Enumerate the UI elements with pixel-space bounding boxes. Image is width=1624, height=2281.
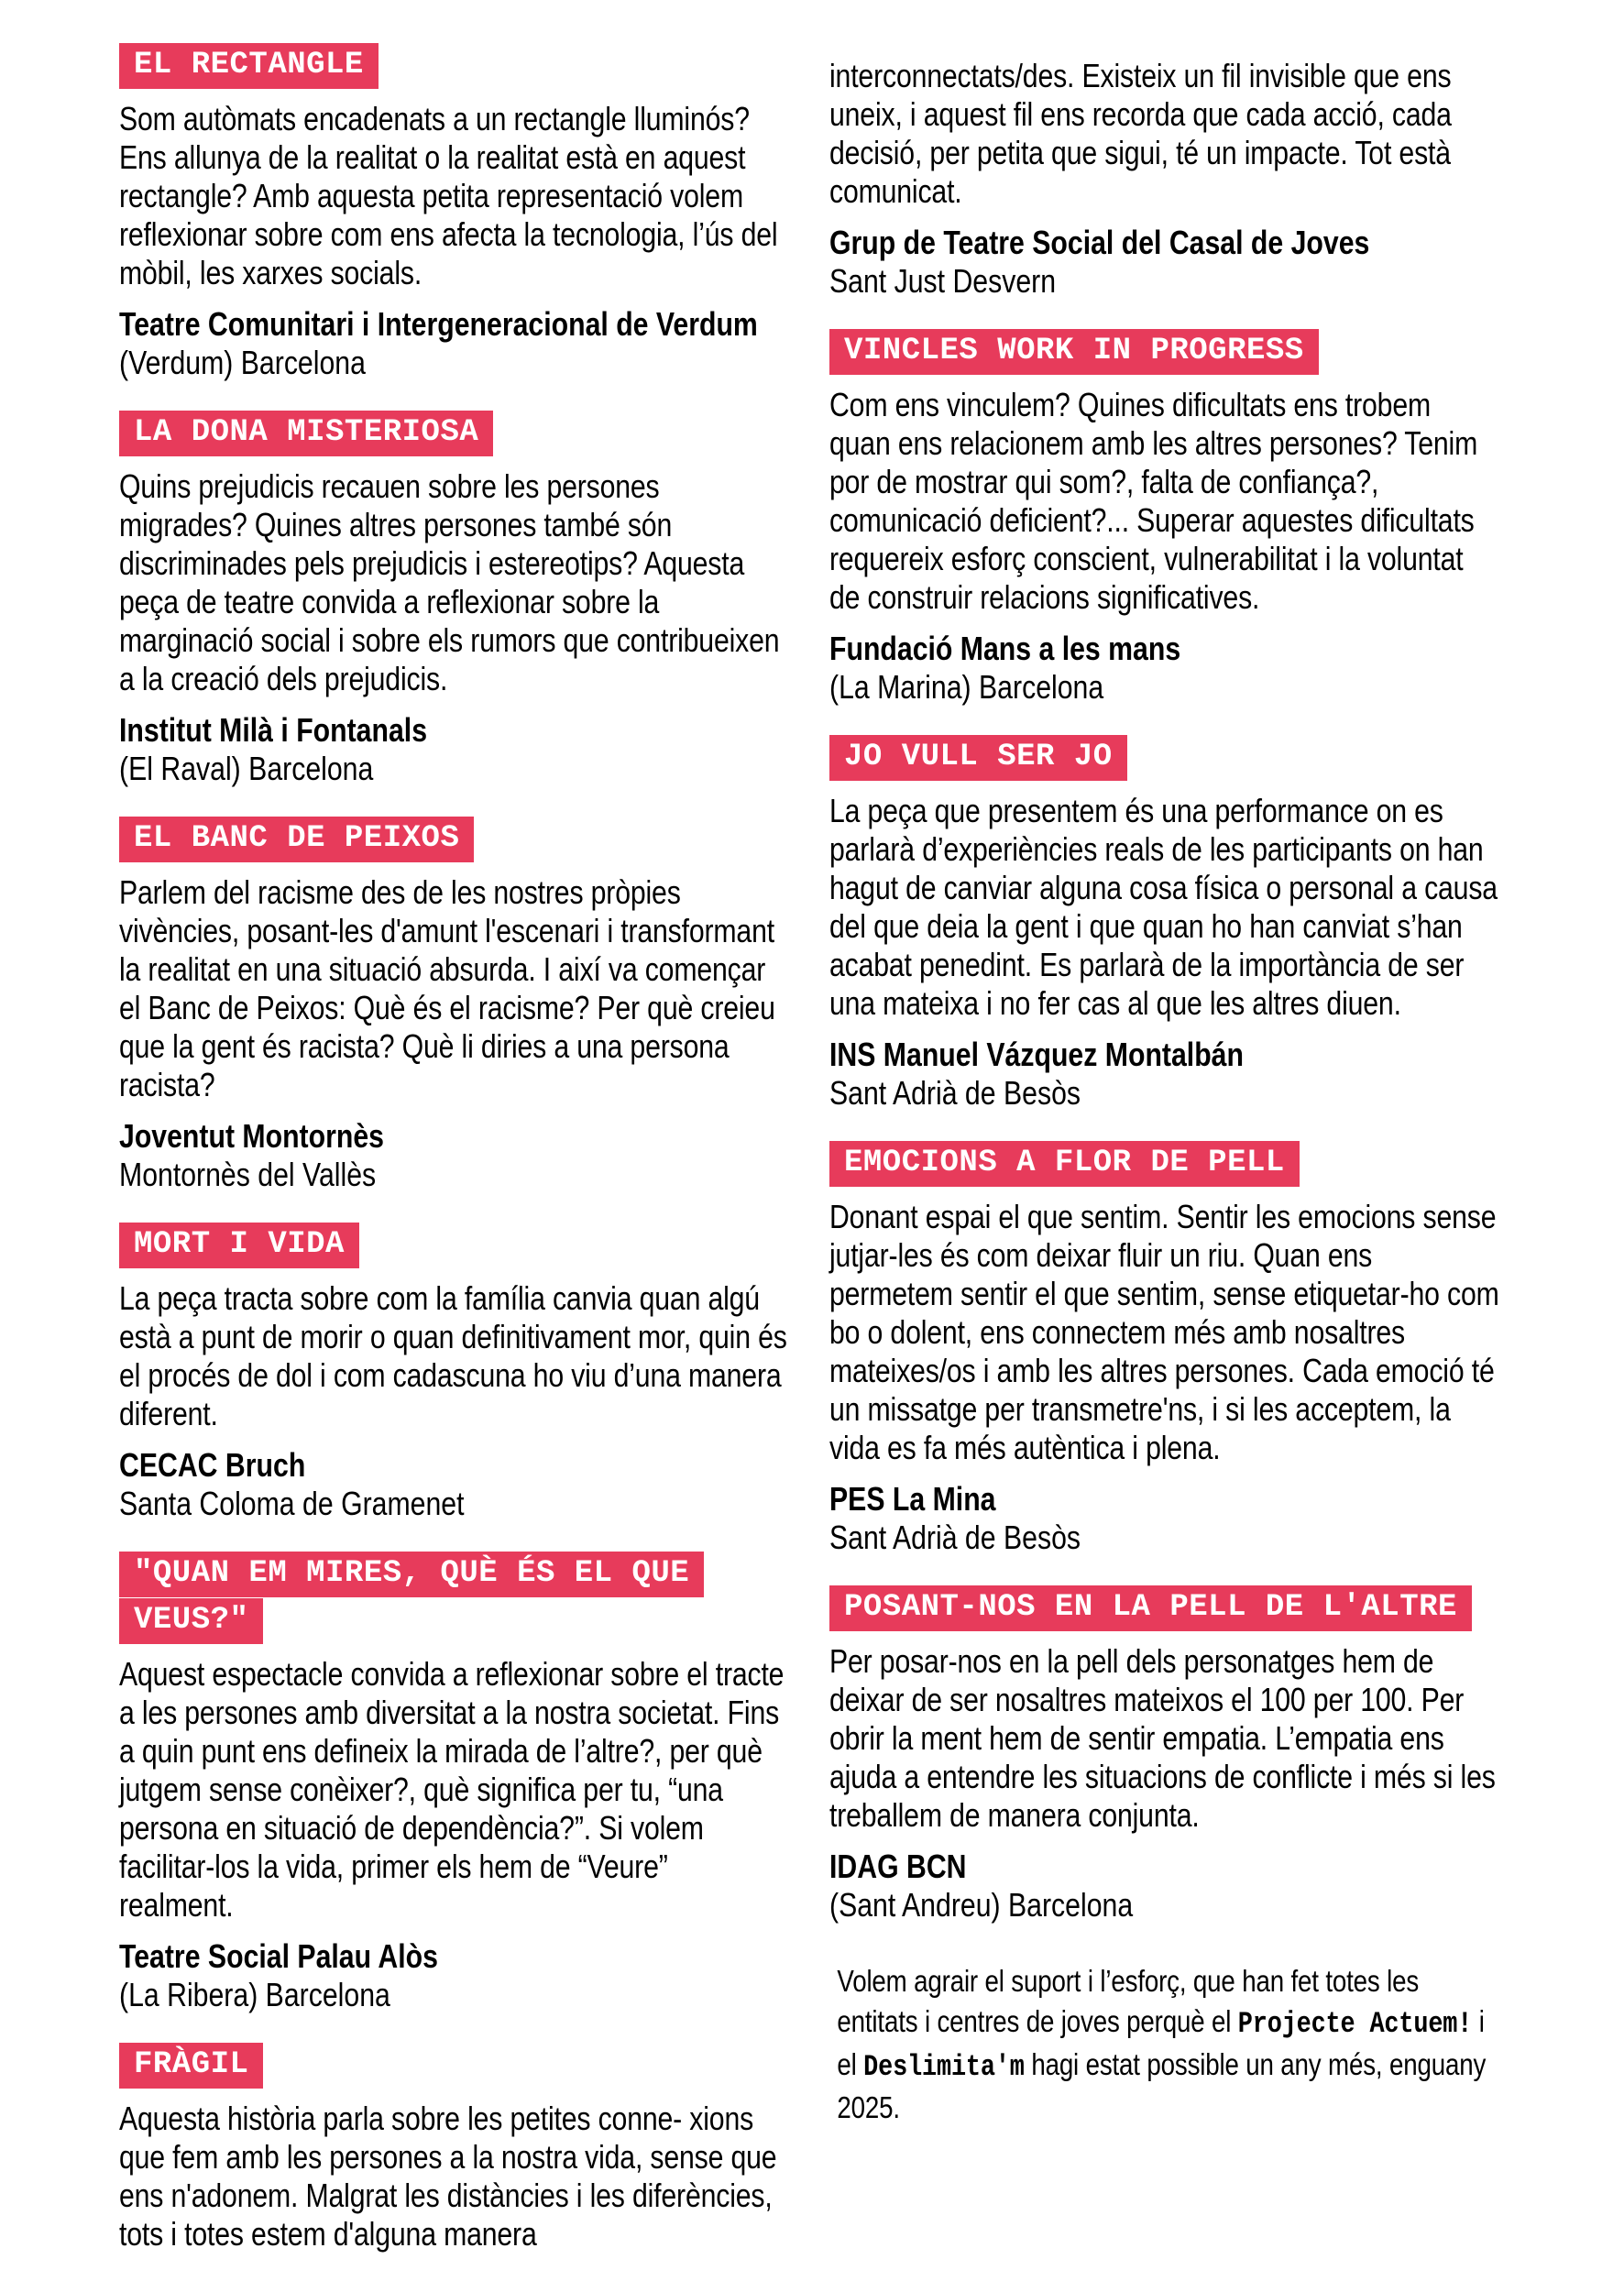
section-organization: Joventut Montornès	[119, 1117, 384, 1155]
section-el-banc-de-peixos	[119, 816, 788, 1194]
section-title-text: MORT I VIDA	[119, 1223, 359, 1268]
section-title	[119, 410, 788, 456]
section-location: (La Ribera) Barcelona	[119, 1976, 390, 2013]
section-quan-em-mires	[119, 1551, 788, 2014]
section-organization: Teatre Social Palau Alòs	[119, 1937, 438, 1975]
section-location: Montornès del Vallès	[119, 1156, 377, 1193]
section-title-text: EL RECTANGLE	[119, 43, 379, 89]
section-title-text: VINCLES WORK IN PROGRESS	[829, 329, 1319, 375]
section-title	[119, 2042, 788, 2089]
section-jo-vull-ser-jo	[829, 734, 1503, 1113]
section-organization: Fundació Mans a les mans	[829, 630, 1181, 667]
section-body: Donant espai el que sentim. Sentir les emocions sense jutjar-les és com deixar fluir un riu. Quan ens permetem sentir el que sentim, sense etiquetar-ho com bo o dolent, ens connectem més amb nosaltres mateixes/os i amb les altres persones. Cada emoció té un missatge per transmetre'ns, i si les acceptem, la vida es fa més autèntica i plena.	[829, 1198, 1499, 1466]
section-vincles-work-in-progress	[829, 328, 1503, 707]
section-organization: IDAG BCN	[829, 1848, 967, 1885]
section-body: Quins prejudicis recauen sobre les persones migrades? Quines altres persones també són discriminades pels prejudicis i estereotips? Aquesta peça de teatre convida a reflexionar sobre la marginació social i sobre els rumors que contribueixen a la creació dels prejudicis.	[119, 467, 780, 697]
section-title-text: POSANT-NOS EN LA PELL DE L'ALTRE	[829, 1585, 1472, 1631]
section-title	[119, 816, 788, 862]
acknowledgment-text: hagi estat possible un any més, enguany 2025.	[837, 2047, 1487, 2124]
section-title	[119, 42, 788, 89]
section-location: Sant Adrià de Besòs	[829, 1519, 1081, 1556]
section-body: Aquest espectacle convida a reflexionar sobre el tracte a les persones amb diversitat a la nostra societat. Fins a quin punt ens defineix la mirada de l’altre?, per què jutgem sense conèixer?, què significa per tu, “una persona en situació de dependència?”. Si volem facilitar-los la vida, primer els hem de “Veure” realment.	[119, 1655, 785, 1924]
section-location: (La Marina) Barcelona	[829, 668, 1104, 706]
section-location: Sant Adrià de Besòs	[829, 1074, 1081, 1112]
section-el-rectangle	[119, 42, 788, 382]
section-location: Santa Coloma de Gramenet	[119, 1485, 465, 1522]
section-organization: CECAC Bruch	[119, 1446, 306, 1484]
section-mort-i-vida	[119, 1222, 788, 1523]
section-body: Som autòmats encadenats a un rectangle lluminós? Ens allunya de la realitat o la realitat està en aquest rectangle? Amb aquesta petita representació volem reflexionar sobre com ens afecta la tecnologia, l’ús del mòbil, les xarxes socials.	[119, 100, 778, 291]
section-location: (Verdum) Barcelona	[119, 344, 366, 381]
section-body: Com ens vinculem? Quines dificultats ens trobem quan ens relacionem amb les altres persones? Tenim por de mostrar qui som?, falta de confiança?, comunicació deficient?... Superar aquestes dificultats requereix esforç conscient, vulnerabilitat i la voluntat de construir relacions significatives.	[829, 386, 1478, 616]
section-emocions-a-flor-de-pell	[829, 1140, 1503, 1557]
section-title-text: EMOCIONS A FLOR DE PELL	[829, 1141, 1300, 1187]
section-title-text: EL BANC DE PEIXOS	[119, 817, 474, 862]
section-body: Aquesta història parla sobre les petites conne- xions que fem amb les persones a la nostra vida, sense que ens n'adonem. Malgrat les distàncies i les diferències, tots i totes estem d'alguna manera	[119, 2100, 777, 2253]
section-title	[829, 734, 1503, 781]
section-fragil	[119, 2042, 788, 2254]
section-title-text: "QUAN EM MIRES, QUÈ ÉS EL QUE VEUS?"	[119, 1552, 704, 1644]
section-organization: Institut Milà i Fontanals	[119, 711, 428, 749]
section-title-text: JO VULL SER JO	[829, 735, 1127, 781]
section-location: (El Raval) Barcelona	[119, 750, 374, 787]
section-body: Per posar-nos en la pell dels personatges hem de deixar de ser nosaltres mateixos el 100 per 100. Per obrir la ment hem de sentir empatia. L’empatia ens ajuda a entendre les situacions de conflicte i més si les treballem de manera conjunta.	[829, 1642, 1496, 1834]
section-body: interconnectats/des. Existeix un fil invisible que ens uneix, i aquest fil ens recorda que cada acció, cada decisió, per petita que sigui, té un impacte. Tot està comunicat.	[829, 57, 1452, 210]
acknowledgment-deslimitam: Deslimita'm	[863, 2050, 1025, 2084]
section-title	[119, 1222, 788, 1268]
section-posant-nos-en-la-pell	[829, 1585, 1503, 1925]
section-body: Parlem del racisme des de les nostres pròpies vivències, posant-les d'amunt l'escenari i transformant la realitat en una situació absurda. I així va començar el Banc de Peixos: Què és el racisme? Per què creieu que la gent és racista? Què li diries a una persona racista?	[119, 873, 775, 1103]
right-column	[829, 42, 1503, 2281]
section-title	[829, 328, 1503, 375]
acknowledgment-project-actuem: Projecte Actuem!	[1237, 2007, 1473, 2041]
section-location: Sant Just Desvern	[829, 262, 1057, 300]
section-organization: Grup de Teatre Social del Casal de Joves	[829, 224, 1370, 261]
section-title-text: LA DONA MISTERIOSA	[119, 411, 493, 456]
section-title	[119, 1551, 788, 1644]
acknowledgment-text: i el	[837, 2004, 1485, 2081]
acknowledgment	[829, 1961, 1499, 2128]
section-body: La peça tracta sobre com la família canvia quan algú està a punt de morir o quan definitivament mor, quin és el procés de dol i com cadascuna ho viu d’una manera diferent.	[119, 1279, 787, 1432]
section-organization: INS Manuel Vázquez Montalbán	[829, 1036, 1244, 1073]
section-la-dona-misteriosa	[119, 410, 788, 788]
section-location: (Sant Andreu) Barcelona	[829, 1886, 1134, 1924]
left-column	[119, 42, 788, 2281]
section-organization: Teatre Comunitari i Intergeneracional de Verdum	[119, 305, 758, 343]
section-title	[829, 1585, 1503, 1631]
section-organization: PES La Mina	[829, 1480, 996, 1518]
section-title-text: FRÀGIL	[119, 2043, 263, 2089]
acknowledgment-text: Volem agrair el suport i l’esforç, que han fet totes les entitats i centres de joves perquè el	[837, 1964, 1420, 2038]
section-body: La peça que presentem és una performance on es parlarà d’experiències reals de les participants on han hagut de canviar alguna cosa física o personal a causa del que deia la gent i que quan ho han canviat s’han acabat penedint. Es parlarà de la importància de ser una mateixa i no fer cas al que les altres diuen.	[829, 792, 1498, 1022]
section-fragil-continuation	[829, 42, 1503, 301]
section-title	[829, 1140, 1503, 1187]
